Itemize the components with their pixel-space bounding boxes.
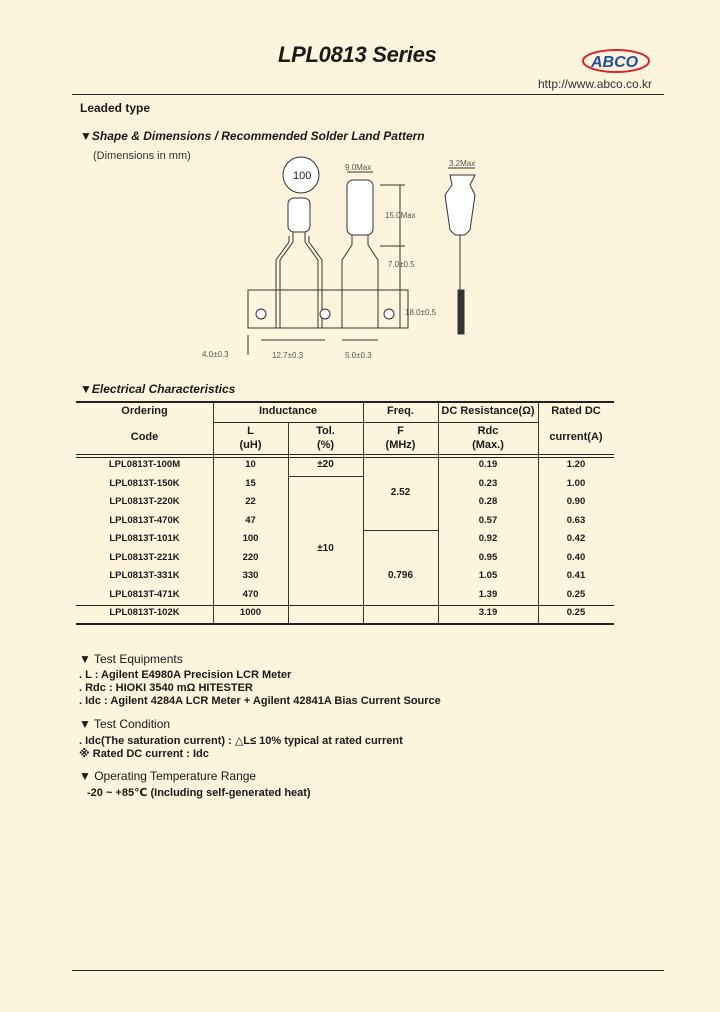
test-condition-title: Test Condition bbox=[94, 717, 171, 731]
dim-12-7: 12.7±0.3 bbox=[272, 351, 304, 360]
row-code: LPL0813T-101K bbox=[109, 533, 180, 544]
lead-left-a bbox=[280, 232, 293, 328]
page-title: LPL0813 Series bbox=[278, 42, 437, 67]
condition-line-1: . Idc(The saturation current) : △L≤ 10% typical at rated current bbox=[79, 735, 403, 747]
header-divider bbox=[72, 94, 664, 95]
row-rdc: 0.92 bbox=[478, 533, 498, 544]
lead-left-b bbox=[305, 232, 318, 328]
type-label: Leaded type bbox=[80, 101, 151, 115]
col-ordering: Ordering bbox=[121, 405, 168, 417]
lead-profile bbox=[458, 290, 464, 334]
col-freq: Freq. bbox=[387, 405, 414, 417]
dim-4-0: 4.0±0.3 bbox=[202, 350, 229, 359]
row-code: LPL0813T-102K bbox=[109, 607, 180, 618]
col-pct: (%) bbox=[316, 439, 335, 451]
row-idc: 0.25 bbox=[566, 588, 586, 600]
row-code: LPL0813T-220K bbox=[109, 496, 180, 507]
row-inductance: 220 bbox=[242, 551, 259, 563]
shape-section-title: Shape & Dimensions / Recommended Solder Land Pattern bbox=[91, 129, 425, 143]
row-inductance: 330 bbox=[242, 570, 259, 581]
tol-rest: ±10 bbox=[317, 543, 334, 554]
row-code: LPL0813T-331K bbox=[109, 570, 180, 581]
col-uh: (uH) bbox=[239, 439, 262, 451]
header-bottom-line bbox=[76, 454, 614, 455]
temperature-heading bbox=[79, 769, 256, 783]
dim-18-0: 18.0±0.5 bbox=[405, 308, 437, 317]
electrical-section-title: Electrical Characteristics bbox=[91, 382, 236, 396]
table-bottom-border bbox=[76, 623, 614, 625]
dimension-drawing bbox=[190, 150, 490, 370]
col-inductance: Inductance bbox=[258, 405, 318, 417]
shape-section-heading bbox=[80, 127, 425, 145]
row-code: LPL0813T-470K bbox=[109, 514, 180, 526]
col-current: current(A) bbox=[549, 431, 603, 443]
condition-line-2: ※ Rated DC current : Idc bbox=[79, 748, 209, 760]
row-rdc: 0.23 bbox=[478, 477, 498, 489]
row-idc: 0.90 bbox=[566, 496, 586, 507]
header-sub-line bbox=[213, 422, 538, 423]
col-code: Code bbox=[130, 431, 159, 443]
triangle-bullet-icon: ▼ bbox=[79, 769, 95, 783]
row-rdc: 3.19 bbox=[478, 607, 498, 618]
dim-7-0: 7.0±0.5 bbox=[388, 260, 415, 269]
temperature-line: -20 ~ +85℃ (Including self-generated heat) bbox=[87, 787, 311, 799]
col-rated: Rated DC bbox=[551, 405, 601, 417]
footer-divider bbox=[72, 970, 664, 971]
row-rdc: 0.95 bbox=[478, 551, 498, 563]
test-condition-heading bbox=[79, 717, 170, 731]
row-code: LPL0813T-150K bbox=[109, 477, 180, 489]
row-idc: 1.00 bbox=[566, 477, 586, 489]
electrical-table bbox=[76, 402, 614, 626]
row-idc: 0.63 bbox=[566, 514, 586, 526]
row-rdc: 0.57 bbox=[478, 514, 498, 526]
equip-line-3: . Idc : Agilent 4284A LCR Meter + Agilent 42841A Bias Current Source bbox=[79, 695, 441, 707]
row-rdc: 1.39 bbox=[478, 588, 498, 600]
equip-line-1: . L : Agilent E4980A Precision LCR Meter bbox=[79, 669, 292, 681]
test-equipments-heading bbox=[79, 652, 183, 666]
col-tol: Tol. bbox=[316, 425, 335, 437]
row-idc: 0.41 bbox=[566, 570, 586, 581]
row-code: LPL0813T-471K bbox=[109, 588, 180, 600]
last-row-line bbox=[76, 605, 614, 606]
row-inductance: 15 bbox=[245, 477, 256, 489]
row-rdc: 0.19 bbox=[478, 459, 498, 470]
row-inductance: 22 bbox=[245, 496, 256, 507]
vline-3 bbox=[363, 402, 364, 624]
logo-text: ABCO bbox=[591, 54, 639, 71]
row-code: LPL0813T-221K bbox=[109, 551, 180, 563]
col-mhz: (MHz) bbox=[385, 439, 416, 451]
header-bottom-line-2 bbox=[76, 457, 614, 458]
unit-note: (Dimensions in mm) bbox=[93, 150, 191, 162]
tol-divider bbox=[288, 476, 363, 477]
freq-b: 0.796 bbox=[387, 570, 414, 581]
triangle-bullet-icon: ▼ bbox=[79, 717, 94, 731]
col-rdc: Rdc bbox=[477, 425, 499, 437]
marking-text: 100 bbox=[293, 170, 312, 182]
row-rdc: 1.05 bbox=[478, 570, 498, 581]
col-max: (Max.) bbox=[472, 439, 504, 451]
row-code: LPL0813T-100M bbox=[108, 459, 181, 470]
equip-line-2: . Rdc : HIOKI 3540 mΩ HITESTER bbox=[79, 682, 253, 694]
inductor-profile bbox=[445, 175, 475, 235]
website-link[interactable]: http://www.abco.co.kr bbox=[538, 77, 653, 91]
row-idc: 1.20 bbox=[566, 459, 586, 470]
test-equipments-title: Test Equipments bbox=[94, 652, 183, 666]
row-inductance: 470 bbox=[242, 588, 259, 600]
row-inductance: 10 bbox=[245, 459, 256, 470]
inductor-body-mid bbox=[347, 180, 373, 235]
row-inductance: 47 bbox=[245, 514, 256, 526]
triangle-bullet-icon: ▼ bbox=[80, 382, 92, 396]
solder-land-pattern bbox=[248, 290, 408, 328]
triangle-bullet-icon: ▼ bbox=[80, 129, 92, 143]
col-f: F bbox=[397, 425, 404, 437]
col-dcr: DC Resistance(Ω) bbox=[441, 405, 535, 417]
dim-9-0-max: 9.0Max bbox=[345, 163, 372, 172]
vline-2 bbox=[288, 422, 289, 624]
row-inductance: 1000 bbox=[239, 607, 262, 618]
dim-5-0: 5.0±0.3 bbox=[345, 351, 372, 360]
temperature-title: Operating Temperature Range bbox=[94, 769, 257, 783]
col-l: L bbox=[247, 425, 254, 437]
electrical-section-heading bbox=[80, 380, 235, 398]
row-idc: 0.25 bbox=[566, 607, 586, 618]
triangle-bullet-icon: ▼ bbox=[79, 652, 94, 666]
freq-divider bbox=[363, 530, 438, 531]
dim-3-2-max: 3.2Max bbox=[449, 159, 476, 168]
tol-first: ±20 bbox=[317, 459, 334, 470]
abco-logo bbox=[580, 48, 650, 74]
row-inductance: 100 bbox=[242, 533, 259, 544]
inductor-body-left bbox=[288, 198, 310, 232]
dim-15-0-max: 15.0Max bbox=[385, 211, 416, 220]
row-idc: 0.42 bbox=[566, 533, 586, 544]
row-idc: 0.40 bbox=[566, 551, 586, 563]
row-rdc: 0.28 bbox=[478, 496, 498, 507]
freq-a: 2.52 bbox=[390, 487, 411, 498]
